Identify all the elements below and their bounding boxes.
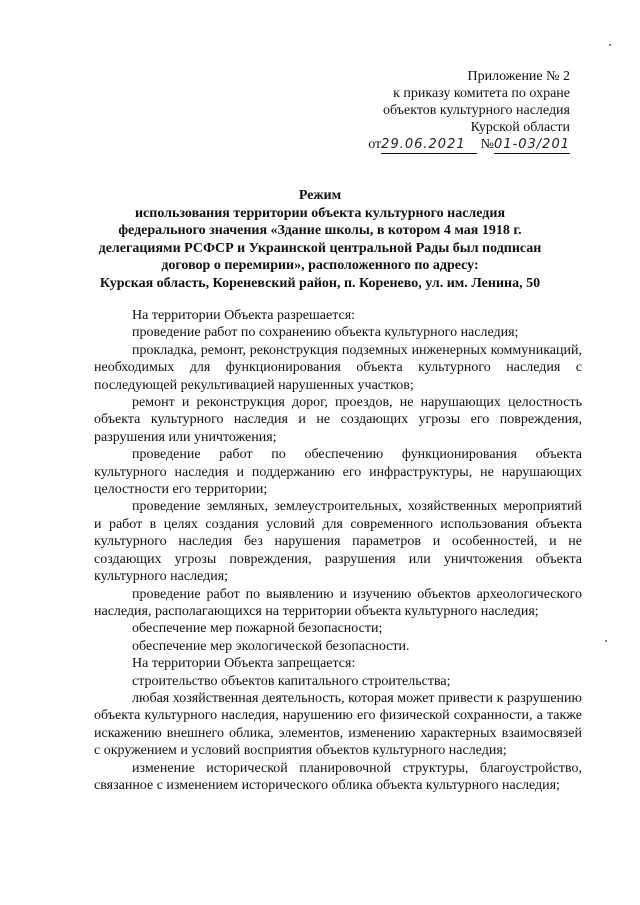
- date-field: [381, 136, 477, 154]
- paragraph: строительство объектов капитального строительства;: [132, 673, 451, 689]
- paragraph: проведение земляных, землеустроительных, хозяйственных мероприятий и работ в целях создания условий для современного использования объекта культурного наследия без нарушения параметров и особенностей, и не создающих угрозы повреждения, разрушения или уничтожения объекта культурного наследия;: [94, 499, 582, 585]
- appendix-date-number: [368, 136, 570, 154]
- title-line-1: Режим: [298, 188, 342, 203]
- paragraph: прокладка, ремонт, реконструкция подземных инженерных коммуникаций, необходимых для функционирования объекта культурного наследия с последующей рекультивацией нарушенных участков;: [94, 342, 582, 393]
- document-title: [0, 187, 640, 292]
- paragraph: ремонт и реконструкция дорог, проездов, не нарушающих целостность объекта культурного наследия и не создающих угрозы его повреждения, разрушения или уничтожения;: [94, 395, 582, 445]
- appendix-committee: объектов культурного наследия: [382, 103, 570, 118]
- number-field: [494, 136, 570, 154]
- handwritten-number: 01-03/201: [494, 137, 570, 152]
- paragraph: проведение работ по сохранению объекта культурного наследия;: [132, 325, 519, 341]
- title-line-3: федерального значения «Здание школы, в котором 4 мая 1918 г.: [118, 223, 522, 238]
- title-line-2: использования территории объекта культурного наследия: [134, 205, 506, 221]
- title-line-4: делегациями РСФСР и Украинской центральной Рады был подписан: [98, 240, 542, 256]
- appendix-order-ref: к приказу комитета по охране: [393, 86, 570, 101]
- handwritten-date: 29.06.2021: [381, 137, 466, 152]
- paragraph: проведение работ по обеспечению функционирования объекта культурного наследия и поддержанию его инфраструктуры, не нарушающих целостности его территории;: [94, 447, 582, 498]
- paragraph: проведение работ по выявлению и изучению объектов археологического наследия, располагающихся на территории объекта культурного наследия;: [94, 586, 582, 619]
- appendix-region: Курской области: [470, 120, 570, 135]
- paragraph-allowed-heading: На территории Объекта разрешается:: [132, 308, 356, 323]
- paragraph: любая хозяйственная деятельность, которая может привести к разрушению объекта культурного наследия, нарушению его физической сохранности, а также искажению внешнего облика, элементов, изменению характерных взаимосвязей с окружением и условий восприятия объектов культурного наследия;: [94, 690, 582, 759]
- number-prefix: №: [480, 137, 495, 152]
- title-line-6: Курская область, Кореневский район, п. Коренево, ул. им. Ленина, 50: [99, 275, 541, 291]
- appendix-title: Приложение № 2: [467, 69, 570, 84]
- title-line-5: договор о перемирии», расположенного по адресу:: [161, 258, 479, 273]
- document-body: [94, 307, 582, 794]
- paragraph: обеспечение мер экологической безопасности.: [132, 638, 410, 654]
- paragraph-prohibited-heading: На территории Объекта запрещается:: [132, 656, 356, 672]
- scan-speck: [605, 640, 607, 642]
- scan-speck: [609, 44, 611, 46]
- date-prefix: от: [368, 137, 382, 152]
- paragraph: обеспечение мер пожарной безопасности;: [132, 621, 383, 637]
- paragraph: изменение исторической планировочной структуры, благоустройство, связанное с изменением исторического облика объекта культурного наследия;: [94, 760, 582, 793]
- appendix-header: [368, 68, 570, 154]
